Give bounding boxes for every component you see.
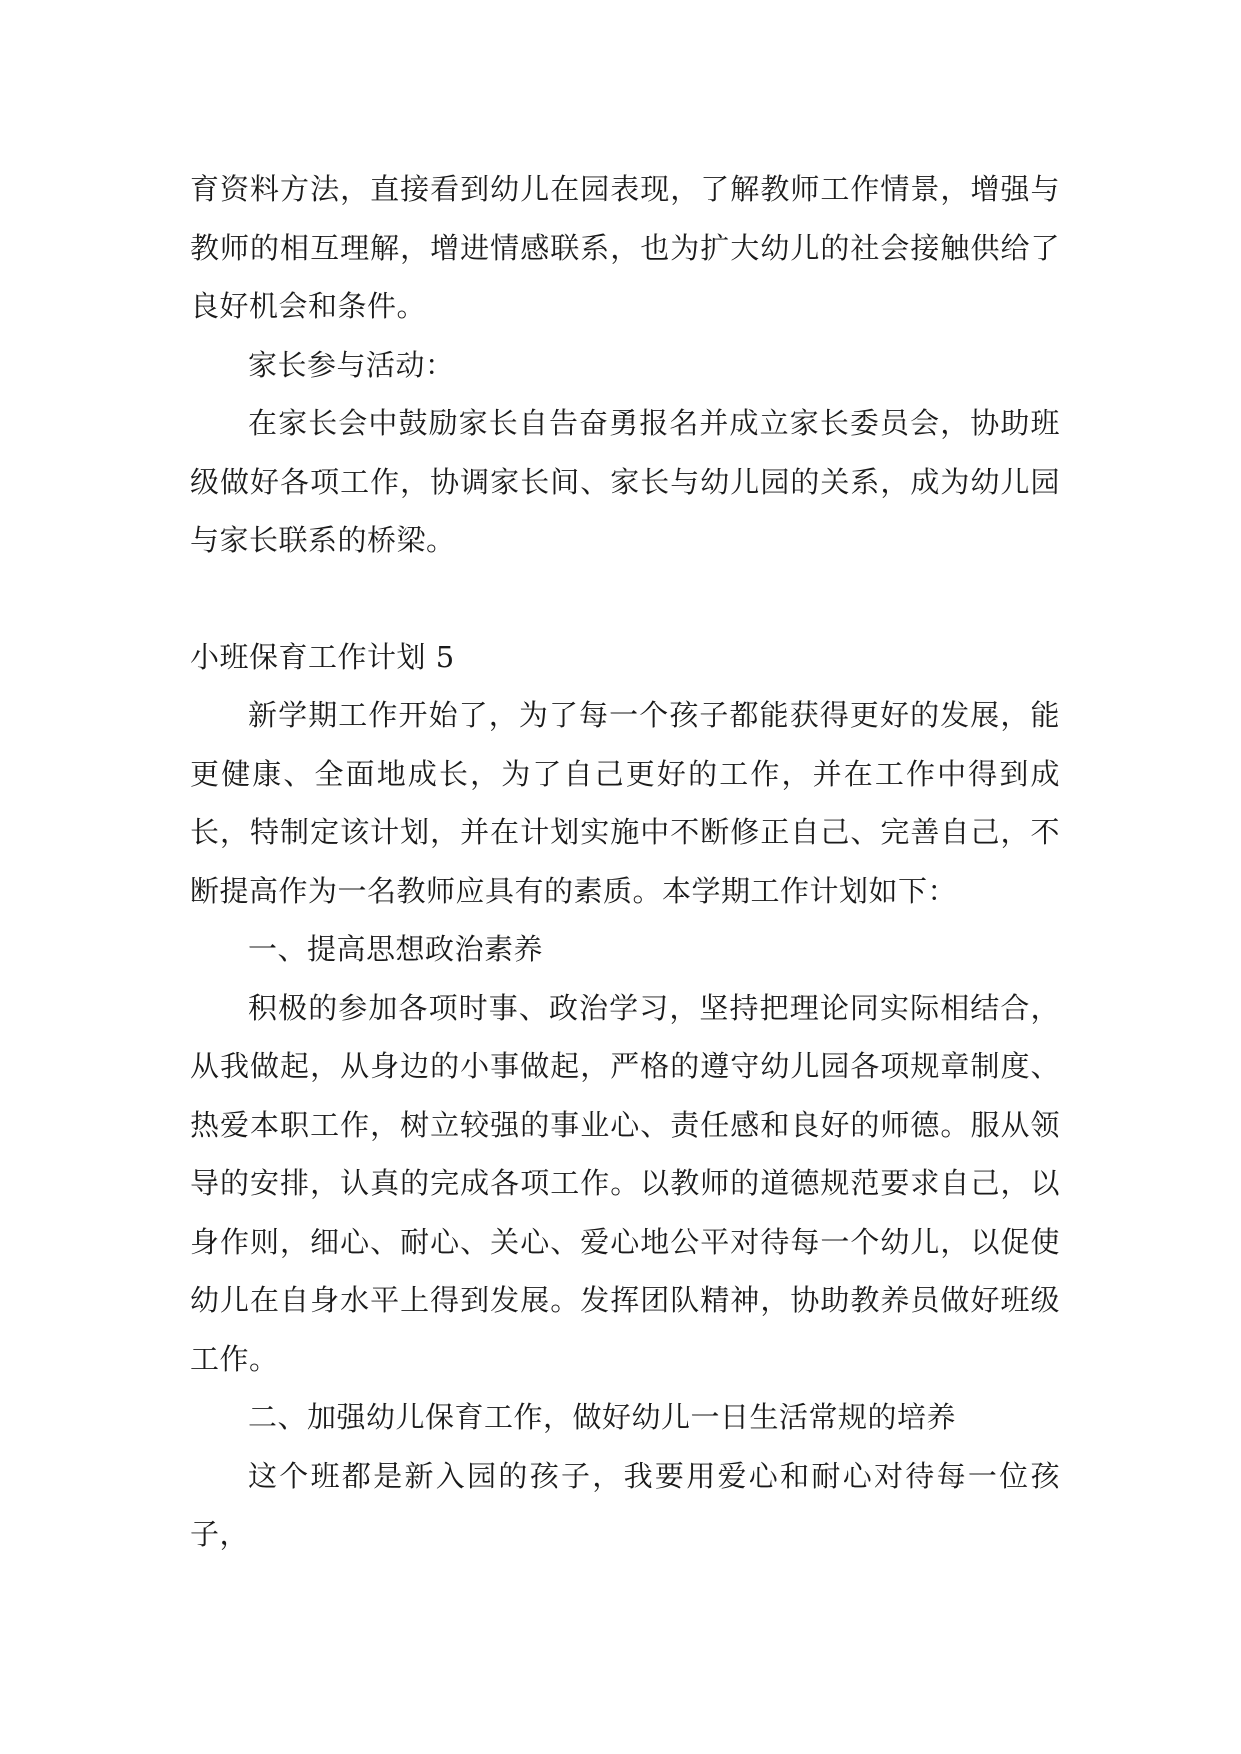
heading-two: 二、加强幼儿保育工作，做好幼儿一日生活常规的培养 xyxy=(248,1400,957,1434)
document-body xyxy=(190,160,1060,1564)
paragraph-continued: 育资料方法，直接看到幼儿在园表现，了解教师工作情景，增强与教师的相互理解，增进情感联系，也为扩大幼儿的社会接触供给了良好机会和条件。 xyxy=(190,172,1060,323)
paragraph-parent-activity-heading: 家长参与活动： xyxy=(248,347,455,382)
paragraph-political-study: 积极的参加各项时事、政治学习，坚持把理论同实际相结合，从我做起，从身边的小事做起，严格的遵守幼儿园各项规章制度、热爱本职工作，树立较强的事业心、责任感和良好的师德。服从领导的安排，认真的完成各项工作。以教师的道德规范要求自己，以身作则，细心、耐心、关心、爱心地公平对待每一个幼儿，以促使幼儿在自身水平上得到发展。发挥团队精神，协助教养员做好班级工作。 xyxy=(190,990,1060,1376)
paragraph-intro: 新学期工作开始了，为了每一个孩子都能获得更好的发展，能更健康、全面地成长，为了自己更好的工作，并在工作中得到成长，特制定该计划，并在计划实施中不断修正自己、完善自己，不断提高作为一名教师应具有的素质。本学期工作计划如下： xyxy=(190,698,1060,908)
paragraph-new-children: 这个班都是新入园的孩子，我要用爱心和耐心对待每一位孩子， xyxy=(190,1458,1060,1551)
heading-one: 一、提高思想政治素养 xyxy=(248,932,544,966)
section-title: 小班保育工作计划 5 xyxy=(190,639,455,674)
paragraph-parent-committee: 在家长会中鼓励家长自告奋勇报名并成立家长委员会，协助班级做好各项工作，协调家长间、家长与幼儿园的关系，成为幼儿园与家长联系的桥梁。 xyxy=(190,406,1060,557)
